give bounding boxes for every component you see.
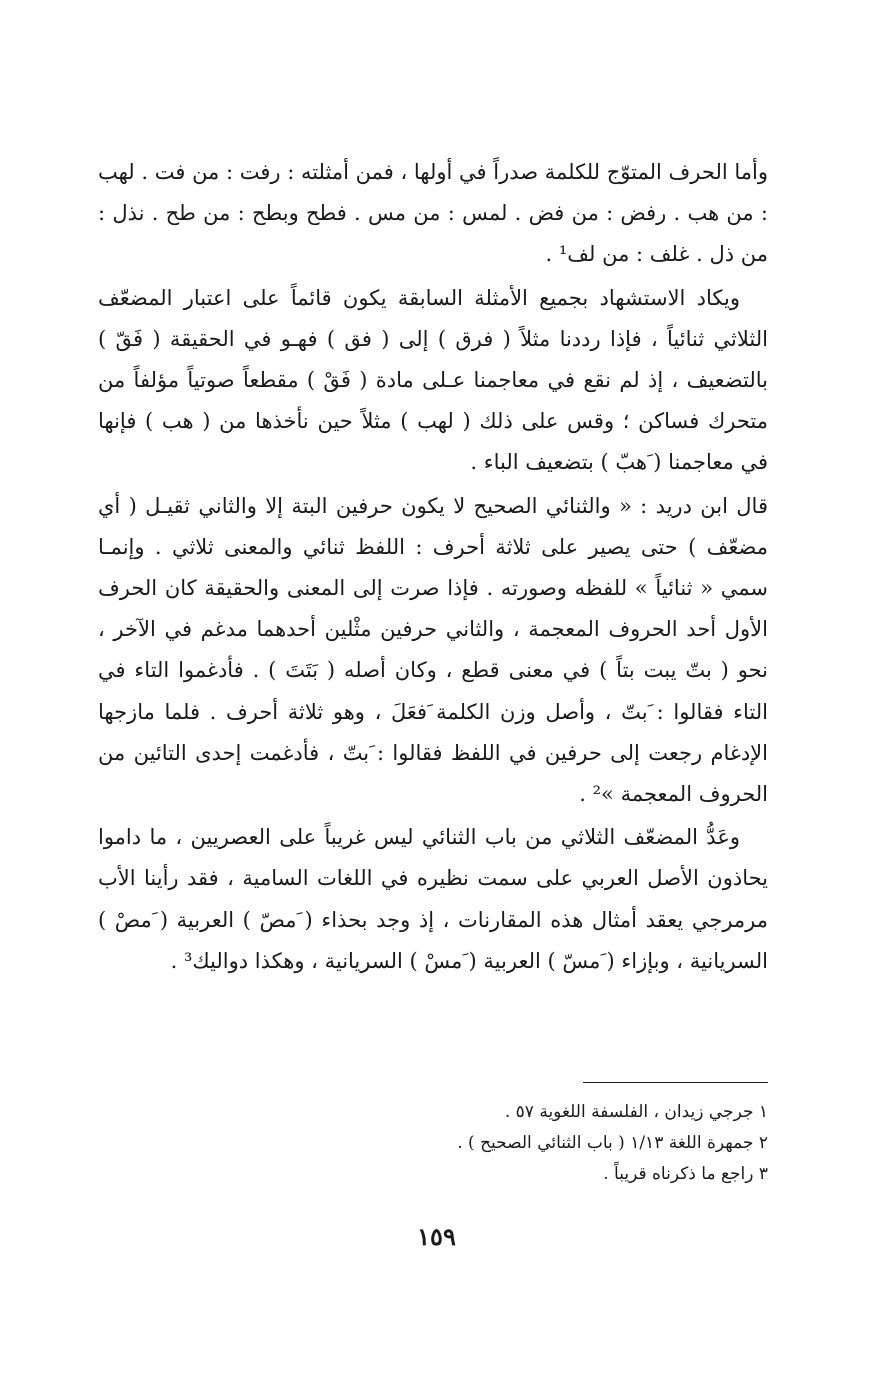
paragraph-4: وعَدُّ المضعّف الثلاثي من باب الثنائي ليس غريباً على العصريين ، ما داموا يحاذون الأصل العربي على سمت نظيره في اللغات السامية ، فقد رأينا الأب مرمرجي يعقد أمثال هذه المقارنات ، إذ وجد بحذاء ( َمصّ ) العربية ( َمصْ ) السريانية ، وبإزاء ( َمسّ ) العربية ( َمسْ ) السريانية ، وهكذا دواليك³ . <box>98 825 768 973</box>
paragraph-1: وأما الحرف المتوّج للكلمة صدراً في أولها ، فمن أمثلته : رفت : من فت . لهب : من هب . رفض : من فض . لمس : من مس . فطح وبطح : من طح . نذل : من ذل . غلف : من لف¹ . <box>98 160 768 267</box>
footnote-1: ١ جرجي زيدان ، الفلسفة اللغوية ٥٧ . <box>504 1102 768 1122</box>
footnote-divider <box>583 1082 768 1083</box>
body-text <box>98 152 768 982</box>
footnotes <box>98 1097 768 1190</box>
paragraph-3: قال ابن دريد : « والثنائي الصحيح لا يكون حرفين البتة إلا والثاني ثقيـل ( أي مضعّف ) حتى يصير على ثلاثة أحرف : اللفظ ثنائي والمعنى ثلاثي . وإنمـا سمي « ثنائياً » للفظه وصورته . فإذا صرت إلى المعنى والحقيقة كان الحرف الأول أحد الحروف المعجمة ، والثاني حرفين مثْلين أحدهما مدغم في الآخر ، نحو ( بتّ يبت بتاً ) في معنى قطع ، وكان أصله ( بَتَتَ ) . فأدغموا التاء في التاء فقالوا : َبتّ ، وأصل وزن الكلمة َفعَلَ ، وهو ثلاثة أحرف . فلما مازجها الإدغام رجعت إلى حرفين في اللفظ فقالوا : َبتّ ، فأدغمت إحدى التائين من الحروف المعجمة »² . <box>98 493 768 807</box>
page-number: ١٥٩ <box>417 1222 456 1251</box>
footnote-3: ٣ راجع ما ذكرناه قريباً . <box>603 1164 768 1184</box>
paragraph-2: ويكاد الاستشهاد بجميع الأمثلة السابقة يكون قائماً على اعتبار المضعّف الثلاثي ثنائياً ، فإذا رددنا مثلاً ( فرق ) إلى ( فق ) فهـو في الحقيقة ( فَقّ ) بالتضعيف ، إذ لم نقع في معاجمنا عـلى مادة ( فَقْ ) مقطعاً صوتياً مؤلفاً من متحرك فساكن ؛ وقس على ذلك ( لهب ) مثلاً حين نأخذها من ( هب ) فإنها في معاجمنا ( َهبّ ) بتضعيف الباء . <box>98 285 768 475</box>
footnote-2: ٢ جمهرة اللغة ١/١٣ ( باب الثنائي الصحيح ) . <box>457 1133 768 1153</box>
